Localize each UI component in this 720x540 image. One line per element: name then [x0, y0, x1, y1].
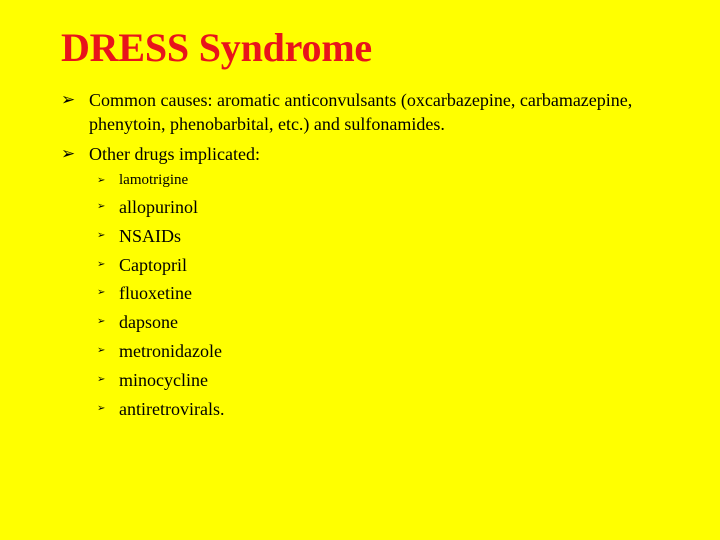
- arrowhead-bullet-icon: ➢: [97, 258, 106, 270]
- arrowhead-bullet-icon: ➢: [97, 201, 106, 212]
- bullet-text: Other drugs implicated:: [89, 144, 260, 164]
- sub-bullet-item: [97, 251, 657, 280]
- sub-bullet-text: minocycline: [119, 369, 208, 390]
- sub-bullet-item: [97, 308, 657, 337]
- arrowhead-bullet-icon: ➢: [97, 316, 106, 328]
- arrowhead-bullet-icon: ➢: [97, 175, 106, 186]
- arrowhead-bullet-icon: ➢: [97, 287, 106, 299]
- sub-bullet-text: metronidazole: [119, 340, 222, 361]
- sub-bullet-item: [97, 395, 657, 424]
- sub-bullet-text: dapsone: [119, 312, 178, 333]
- arrowhead-bullet-icon: ➢: [97, 344, 106, 356]
- arrowhead-bullet-icon: ➢: [97, 373, 106, 385]
- bullet-text: Common causes: aromatic anticonvulsants (oxcarbazepine, carbamazepine, phenytoin, phenobarbital, etc.) and sulfonamides.: [89, 90, 633, 134]
- main-bullet-list: [61, 88, 701, 166]
- sub-bullet-text: antiretrovirals.: [119, 398, 225, 419]
- bullet-other-drugs: [61, 142, 701, 166]
- sub-bullet-text: allopurinol: [119, 197, 198, 217]
- sub-bullet-item: [97, 279, 657, 308]
- arrowhead-bullet-icon: ➢: [97, 229, 106, 241]
- bullet-common-causes: [61, 88, 701, 136]
- arrowhead-bullet-icon: ➢: [61, 144, 76, 163]
- sub-bullet-text: fluoxetine: [119, 283, 192, 304]
- sub-bullet-list: [97, 168, 657, 423]
- sub-bullet-item: [97, 366, 657, 395]
- arrowhead-bullet-icon: ➢: [97, 402, 106, 414]
- sub-bullet-item: [97, 193, 657, 222]
- sub-bullet-text: NSAIDs: [119, 225, 182, 246]
- sub-bullet-item: [97, 337, 657, 366]
- sub-bullet-item: [97, 222, 657, 251]
- slide-title: DRESS Syndrome: [61, 25, 372, 70]
- arrowhead-bullet-icon: ➢: [61, 90, 76, 109]
- sub-bullet-text: Captopril: [119, 254, 187, 275]
- sub-bullet-item: [97, 168, 657, 193]
- sub-bullet-text: lamotrigine: [119, 172, 189, 188]
